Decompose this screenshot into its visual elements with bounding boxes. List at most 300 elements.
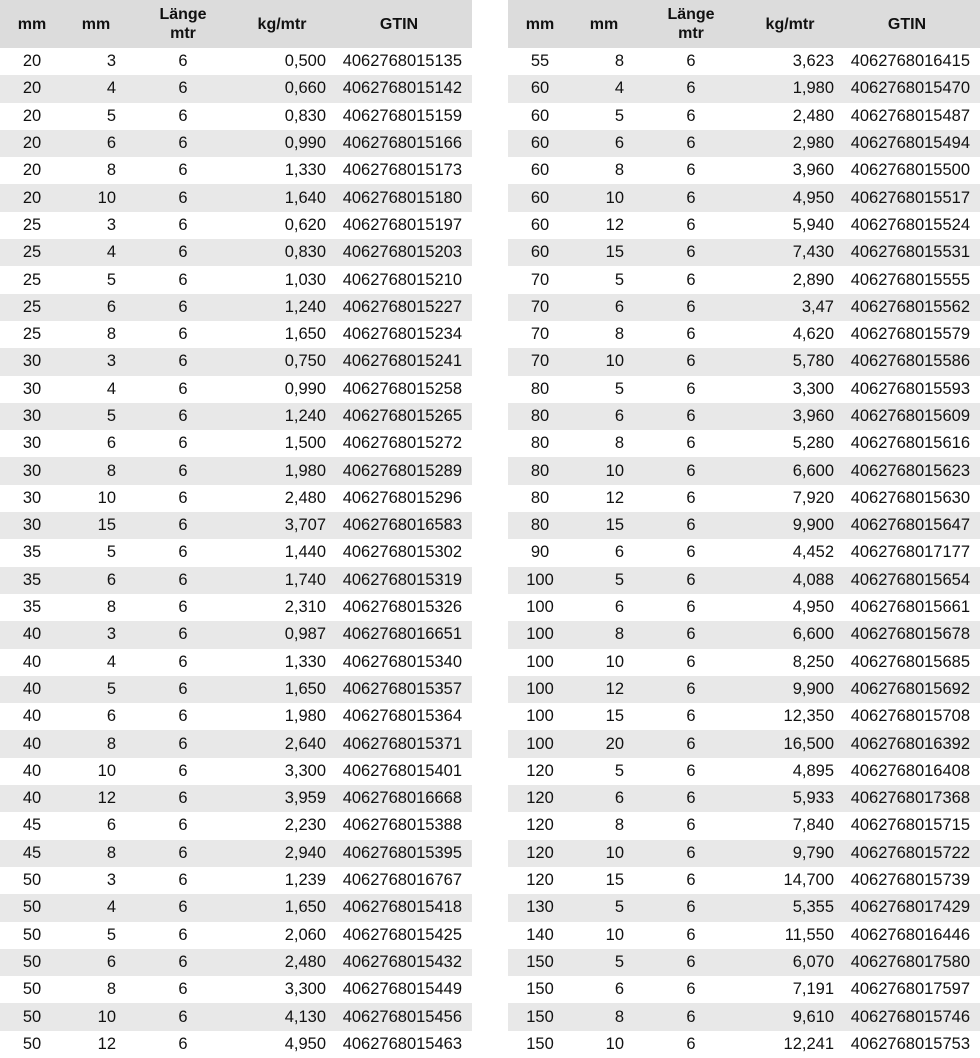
cell-kg-per-meter: 6,600 (746, 621, 834, 648)
cell-gtin: 4062768015517 (834, 184, 980, 211)
cell-mm-thickness: 8 (614, 161, 624, 180)
cell-kg-per-meter: 7,191 (792, 980, 834, 999)
cell-mm-width: 120 (508, 785, 572, 812)
cell-length: 6 (686, 816, 696, 835)
table-row (508, 703, 980, 730)
table-row (508, 949, 980, 976)
cell-mm-thickness: 5 (614, 379, 624, 398)
cell-mm-thickness: 5 (614, 761, 624, 780)
cell-mm-thickness: 15 (572, 512, 636, 539)
cell-length: 6 (178, 871, 188, 890)
product-table-right (508, 0, 980, 1058)
cell-gtin: 4062768015197 (342, 215, 462, 234)
cell-gtin: 4062768015418 (326, 894, 472, 921)
table-row (0, 594, 472, 621)
cell-gtin: 4062768017580 (834, 949, 980, 976)
cell-gtin: 4062768015500 (850, 161, 970, 180)
cell-length: 6 (128, 894, 238, 921)
cell-mm-width: 60 (530, 161, 550, 180)
header-length: Länge mtr (128, 0, 238, 48)
cell-length: 6 (686, 871, 696, 890)
cell-kg-per-meter: 0,750 (238, 348, 326, 375)
cell-kg-per-meter: 7,430 (746, 239, 834, 266)
cell-mm-thickness: 10 (572, 457, 636, 484)
cell-gtin: 4062768015647 (834, 512, 980, 539)
cell-mm-thickness: 6 (64, 294, 128, 321)
cell-kg-per-meter: 2,980 (746, 130, 834, 157)
cell-gtin: 4062768015708 (850, 707, 970, 726)
cell-mm-width: 40 (0, 730, 64, 757)
cell-mm-thickness: 3 (64, 621, 128, 648)
cell-mm-width: 80 (508, 457, 572, 484)
cell-mm-thickness: 12 (64, 785, 128, 812)
cell-gtin: 4062768015142 (326, 75, 472, 102)
cell-mm-width: 40 (0, 785, 64, 812)
table-row (508, 1031, 980, 1058)
cell-gtin: 4062768015753 (850, 1034, 970, 1053)
table-row (0, 75, 472, 102)
cell-mm-thickness: 5 (106, 106, 116, 125)
table-row (0, 840, 472, 867)
cell-mm-width: 30 (22, 379, 42, 398)
cell-length: 6 (178, 52, 188, 71)
cell-gtin: 4062768015135 (342, 52, 462, 71)
cell-gtin: 4062768015555 (850, 270, 970, 289)
cell-kg-per-meter: 11,550 (784, 925, 834, 944)
table-row (0, 403, 472, 430)
cell-kg-per-meter: 3,959 (238, 785, 326, 812)
cell-gtin: 4062768015395 (326, 840, 472, 867)
cell-kg-per-meter: 1,330 (284, 161, 326, 180)
cell-gtin: 4062768015449 (342, 980, 462, 999)
cell-length: 6 (636, 512, 746, 539)
cell-kg-per-meter: 12,241 (783, 1034, 834, 1053)
cell-gtin: 4062768016392 (834, 730, 980, 757)
cell-mm-width: 50 (0, 949, 64, 976)
cell-gtin: 4062768017597 (850, 980, 970, 999)
table-row (0, 894, 472, 921)
cell-mm-thickness: 5 (572, 949, 636, 976)
cell-mm-width: 20 (0, 75, 64, 102)
cell-kg-per-meter: 2,230 (284, 816, 326, 835)
cell-mm-thickness: 5 (614, 270, 624, 289)
cell-mm-width: 20 (22, 106, 42, 125)
cell-mm-width: 45 (0, 840, 64, 867)
cell-gtin: 4062768016446 (850, 925, 970, 944)
cell-length: 6 (686, 925, 696, 944)
cell-mm-thickness: 5 (572, 894, 636, 921)
cell-gtin: 4062768015661 (850, 598, 970, 617)
cell-mm-width: 50 (0, 1003, 64, 1030)
cell-mm-thickness: 10 (605, 652, 624, 671)
cell-gtin: 4062768015210 (342, 270, 462, 289)
cell-kg-per-meter: 16,500 (746, 730, 834, 757)
cell-mm-width: 100 (508, 567, 572, 594)
cell-length: 6 (636, 75, 746, 102)
cell-mm-thickness: 10 (64, 184, 128, 211)
table-row (508, 976, 980, 1003)
cell-mm-thickness: 6 (106, 816, 116, 835)
cell-length: 6 (128, 130, 238, 157)
cell-kg-per-meter: 9,900 (746, 512, 834, 539)
cell-gtin: 4062768015357 (326, 676, 472, 703)
cell-kg-per-meter: 8,250 (792, 652, 834, 671)
table-row (508, 922, 980, 949)
cell-gtin: 4062768016767 (342, 871, 462, 890)
cell-gtin: 4062768016583 (326, 512, 472, 539)
table-row (0, 703, 472, 730)
cell-mm-thickness: 6 (614, 598, 624, 617)
cell-kg-per-meter: 3,300 (284, 761, 326, 780)
table-row (508, 867, 980, 894)
cell-mm-width: 50 (22, 980, 42, 999)
table-row (0, 430, 472, 457)
cell-length: 6 (178, 1034, 188, 1053)
cell-mm-thickness: 6 (64, 567, 128, 594)
table-row (0, 239, 472, 266)
cell-length: 6 (128, 294, 238, 321)
cell-mm-width: 25 (22, 215, 42, 234)
cell-kg-per-meter: 0,990 (238, 130, 326, 157)
cell-gtin: 4062768017368 (834, 785, 980, 812)
table-row (508, 376, 980, 403)
cell-kg-per-meter: 3,300 (284, 980, 326, 999)
table-row (0, 48, 472, 75)
table-row (0, 485, 472, 512)
cell-mm-thickness: 5 (64, 403, 128, 430)
cell-length: 6 (686, 707, 696, 726)
cell-gtin: 4062768015425 (342, 925, 462, 944)
cell-mm-thickness: 5 (614, 106, 624, 125)
cell-mm-thickness: 6 (64, 130, 128, 157)
cell-mm-width: 100 (508, 676, 572, 703)
cell-gtin: 4062768015746 (834, 1003, 980, 1030)
table-row (0, 184, 472, 211)
cell-gtin: 4062768015470 (834, 75, 980, 102)
cell-mm-thickness: 3 (106, 871, 116, 890)
cell-kg-per-meter: 2,480 (238, 949, 326, 976)
cell-length: 6 (686, 543, 696, 562)
cell-mm-thickness: 15 (605, 707, 624, 726)
cell-mm-width: 60 (508, 75, 572, 102)
cell-mm-thickness: 10 (572, 348, 636, 375)
cell-mm-thickness: 4 (106, 379, 116, 398)
cell-kg-per-meter: 9,610 (746, 1003, 834, 1030)
table-row (0, 103, 472, 130)
cell-length: 6 (686, 488, 696, 507)
table-row (508, 485, 980, 512)
header-gtin: GTIN (834, 0, 980, 48)
table-header-row (508, 0, 980, 48)
cell-length: 6 (128, 239, 238, 266)
cell-mm-thickness: 5 (572, 567, 636, 594)
cell-length: 6 (636, 184, 746, 211)
cell-length: 6 (686, 652, 696, 671)
cell-kg-per-meter: 3,623 (792, 52, 834, 71)
cell-mm-thickness: 3 (106, 52, 116, 71)
cell-gtin: 4062768015173 (342, 161, 462, 180)
cell-mm-width: 20 (22, 161, 42, 180)
table-row (508, 594, 980, 621)
cell-mm-thickness: 12 (605, 215, 624, 234)
cell-mm-width: 25 (0, 239, 64, 266)
cell-kg-per-meter: 1,980 (238, 457, 326, 484)
cell-length: 6 (128, 403, 238, 430)
cell-gtin: 4062768015692 (834, 676, 980, 703)
cell-mm-thickness: 10 (572, 840, 636, 867)
cell-gtin: 4062768015494 (834, 130, 980, 157)
cell-mm-width: 50 (0, 894, 64, 921)
cell-kg-per-meter: 3,300 (792, 379, 834, 398)
table-row (0, 212, 472, 239)
cell-mm-width: 60 (530, 106, 550, 125)
cell-mm-thickness: 12 (572, 676, 636, 703)
cell-gtin: 4062768015586 (834, 348, 980, 375)
cell-mm-thickness: 8 (64, 730, 128, 757)
header-kg-per-meter: kg/mtr (746, 0, 834, 48)
table-row (0, 512, 472, 539)
cell-mm-thickness: 6 (572, 785, 636, 812)
table-row (0, 649, 472, 676)
table-row (508, 430, 980, 457)
cell-kg-per-meter: 9,900 (746, 676, 834, 703)
cell-kg-per-meter: 1,980 (284, 707, 326, 726)
cell-mm-width: 120 (508, 840, 572, 867)
table-row (0, 457, 472, 484)
cell-length: 6 (686, 1034, 696, 1053)
table-row (0, 976, 472, 1003)
cell-gtin: 4062768015180 (326, 184, 472, 211)
cell-mm-width: 130 (508, 894, 572, 921)
cell-mm-width: 50 (22, 925, 42, 944)
cell-mm-thickness: 3 (106, 215, 116, 234)
cell-length: 6 (128, 457, 238, 484)
header-mm-width: mm (0, 0, 64, 48)
table-row (0, 130, 472, 157)
cell-length: 6 (636, 785, 746, 812)
cell-kg-per-meter: 5,780 (746, 348, 834, 375)
cell-gtin: 4062768015432 (326, 949, 472, 976)
cell-gtin: 4062768015562 (834, 294, 980, 321)
cell-kg-per-meter: 2,480 (284, 488, 326, 507)
table-row (508, 812, 980, 839)
cell-gtin: 4062768015227 (326, 294, 472, 321)
cell-length: 6 (178, 543, 188, 562)
cell-mm-width: 30 (0, 348, 64, 375)
cell-mm-thickness: 8 (106, 325, 116, 344)
table-row (508, 840, 980, 867)
table-row (508, 266, 980, 293)
cell-length: 6 (686, 325, 696, 344)
cell-mm-thickness: 15 (64, 512, 128, 539)
table-row (0, 376, 472, 403)
cell-length: 6 (178, 816, 188, 835)
cell-kg-per-meter: 5,933 (746, 785, 834, 812)
cell-kg-per-meter: 2,940 (238, 840, 326, 867)
table-row (0, 567, 472, 594)
cell-length: 6 (178, 325, 188, 344)
cell-length: 6 (178, 161, 188, 180)
cell-length: 6 (128, 785, 238, 812)
cell-length: 6 (128, 730, 238, 757)
cell-gtin: 4062768015265 (326, 403, 472, 430)
cell-length: 6 (128, 949, 238, 976)
table-row (508, 758, 980, 785)
table-row (0, 812, 472, 839)
cell-kg-per-meter: 7,840 (792, 816, 834, 835)
cell-gtin: 4062768015272 (342, 434, 462, 453)
cell-kg-per-meter: 0,990 (284, 379, 326, 398)
cell-length: 6 (178, 652, 188, 671)
cell-gtin: 4062768015654 (834, 567, 980, 594)
cell-mm-width: 30 (22, 434, 42, 453)
cell-gtin: 4062768015319 (326, 567, 472, 594)
cell-mm-width: 50 (22, 1034, 42, 1053)
cell-mm-width: 25 (22, 270, 42, 289)
cell-gtin: 4062768015722 (834, 840, 980, 867)
cell-mm-width: 140 (526, 925, 554, 944)
header-mm-thickness: mm (572, 0, 636, 48)
cell-mm-thickness: 6 (572, 403, 636, 430)
cell-kg-per-meter: 1,980 (746, 75, 834, 102)
cell-gtin: 4062768015159 (342, 106, 462, 125)
cell-kg-per-meter: 4,088 (746, 567, 834, 594)
cell-mm-thickness: 15 (605, 871, 624, 890)
cell-mm-thickness: 10 (572, 184, 636, 211)
cell-mm-thickness: 5 (106, 925, 116, 944)
cell-gtin: 4062768015401 (342, 761, 462, 780)
cell-gtin: 4062768015166 (326, 130, 472, 157)
cell-mm-thickness: 8 (64, 457, 128, 484)
cell-length: 6 (178, 215, 188, 234)
cell-mm-width: 80 (508, 512, 572, 539)
cell-mm-thickness: 8 (614, 325, 624, 344)
cell-mm-width: 120 (526, 761, 554, 780)
cell-gtin: 4062768015302 (342, 543, 462, 562)
cell-mm-thickness: 6 (64, 949, 128, 976)
cell-length: 6 (686, 52, 696, 71)
cell-gtin: 4062768015623 (834, 457, 980, 484)
cell-length: 6 (636, 403, 746, 430)
cell-gtin: 4062768017177 (850, 543, 970, 562)
cell-gtin: 4062768015715 (850, 816, 970, 835)
cell-gtin: 4062768015593 (850, 379, 970, 398)
cell-length: 6 (636, 676, 746, 703)
cell-mm-width: 40 (0, 621, 64, 648)
cell-mm-width: 100 (508, 730, 572, 757)
cell-mm-thickness: 8 (106, 598, 116, 617)
table-row (508, 48, 980, 75)
cell-gtin: 4062768015456 (326, 1003, 472, 1030)
cell-mm-thickness: 8 (614, 52, 624, 71)
cell-mm-width: 60 (508, 130, 572, 157)
cell-kg-per-meter: 6,600 (746, 457, 834, 484)
table-row (508, 403, 980, 430)
cell-mm-thickness: 6 (106, 434, 116, 453)
cell-gtin: 4062768015296 (342, 488, 462, 507)
cell-mm-thickness: 6 (106, 707, 116, 726)
cell-mm-width: 25 (22, 325, 42, 344)
cell-length: 6 (178, 434, 188, 453)
cell-mm-thickness: 3 (64, 348, 128, 375)
cell-mm-thickness: 8 (106, 980, 116, 999)
cell-gtin: 4062768015524 (850, 215, 970, 234)
cell-mm-thickness: 4 (64, 75, 128, 102)
cell-kg-per-meter: 3,707 (238, 512, 326, 539)
cell-mm-thickness: 8 (614, 434, 624, 453)
cell-mm-width: 150 (526, 980, 554, 999)
cell-length: 6 (128, 348, 238, 375)
table-row (0, 294, 472, 321)
cell-gtin: 4062768015289 (326, 457, 472, 484)
cell-kg-per-meter: 12,350 (783, 707, 834, 726)
table-row (0, 266, 472, 293)
cell-mm-width: 55 (530, 52, 550, 71)
cell-length: 6 (636, 949, 746, 976)
cell-length: 6 (178, 598, 188, 617)
cell-mm-width: 45 (22, 816, 42, 835)
cell-gtin: 4062768015241 (326, 348, 472, 375)
cell-kg-per-meter: 0,830 (238, 239, 326, 266)
cell-gtin: 4062768016651 (326, 621, 472, 648)
table-row (508, 1003, 980, 1030)
cell-mm-thickness: 6 (572, 130, 636, 157)
cell-kg-per-meter: 1,239 (284, 871, 326, 890)
cell-gtin: 4062768015326 (342, 598, 462, 617)
cell-kg-per-meter: 1,640 (238, 184, 326, 211)
cell-gtin: 4062768015203 (326, 239, 472, 266)
cell-mm-thickness: 4 (64, 894, 128, 921)
table-row (508, 75, 980, 102)
table-header-row (0, 0, 472, 48)
cell-kg-per-meter: 5,355 (746, 894, 834, 921)
table-row (0, 157, 472, 184)
cell-mm-thickness: 10 (605, 925, 624, 944)
table-row (0, 348, 472, 375)
cell-mm-width: 40 (22, 761, 42, 780)
cell-length: 6 (636, 294, 746, 321)
cell-mm-thickness: 4 (64, 239, 128, 266)
cell-mm-width: 150 (508, 1003, 572, 1030)
table-row (508, 321, 980, 348)
table-row (508, 103, 980, 130)
cell-gtin: 4062768015388 (342, 816, 462, 835)
table-row (0, 730, 472, 757)
table-row (508, 676, 980, 703)
cell-kg-per-meter: 6,070 (746, 949, 834, 976)
cell-length: 6 (178, 106, 188, 125)
cell-length: 6 (636, 894, 746, 921)
header-mm-thickness: mm (64, 0, 128, 48)
cell-mm-width: 40 (22, 652, 42, 671)
cell-kg-per-meter: 2,310 (284, 598, 326, 617)
cell-length: 6 (686, 161, 696, 180)
cell-length: 6 (636, 1003, 746, 1030)
cell-mm-thickness: 10 (64, 1003, 128, 1030)
cell-kg-per-meter: 3,47 (746, 294, 834, 321)
cell-length: 6 (128, 840, 238, 867)
cell-kg-per-meter: 1,440 (284, 543, 326, 562)
cell-kg-per-meter: 1,650 (238, 894, 326, 921)
cell-mm-thickness: 15 (572, 239, 636, 266)
cell-mm-width: 35 (0, 567, 64, 594)
cell-length: 6 (636, 621, 746, 648)
cell-gtin: 4062768016408 (850, 761, 970, 780)
cell-gtin: 4062768015364 (342, 707, 462, 726)
table-row (0, 676, 472, 703)
cell-length: 6 (686, 270, 696, 289)
cell-mm-width: 35 (22, 543, 42, 562)
